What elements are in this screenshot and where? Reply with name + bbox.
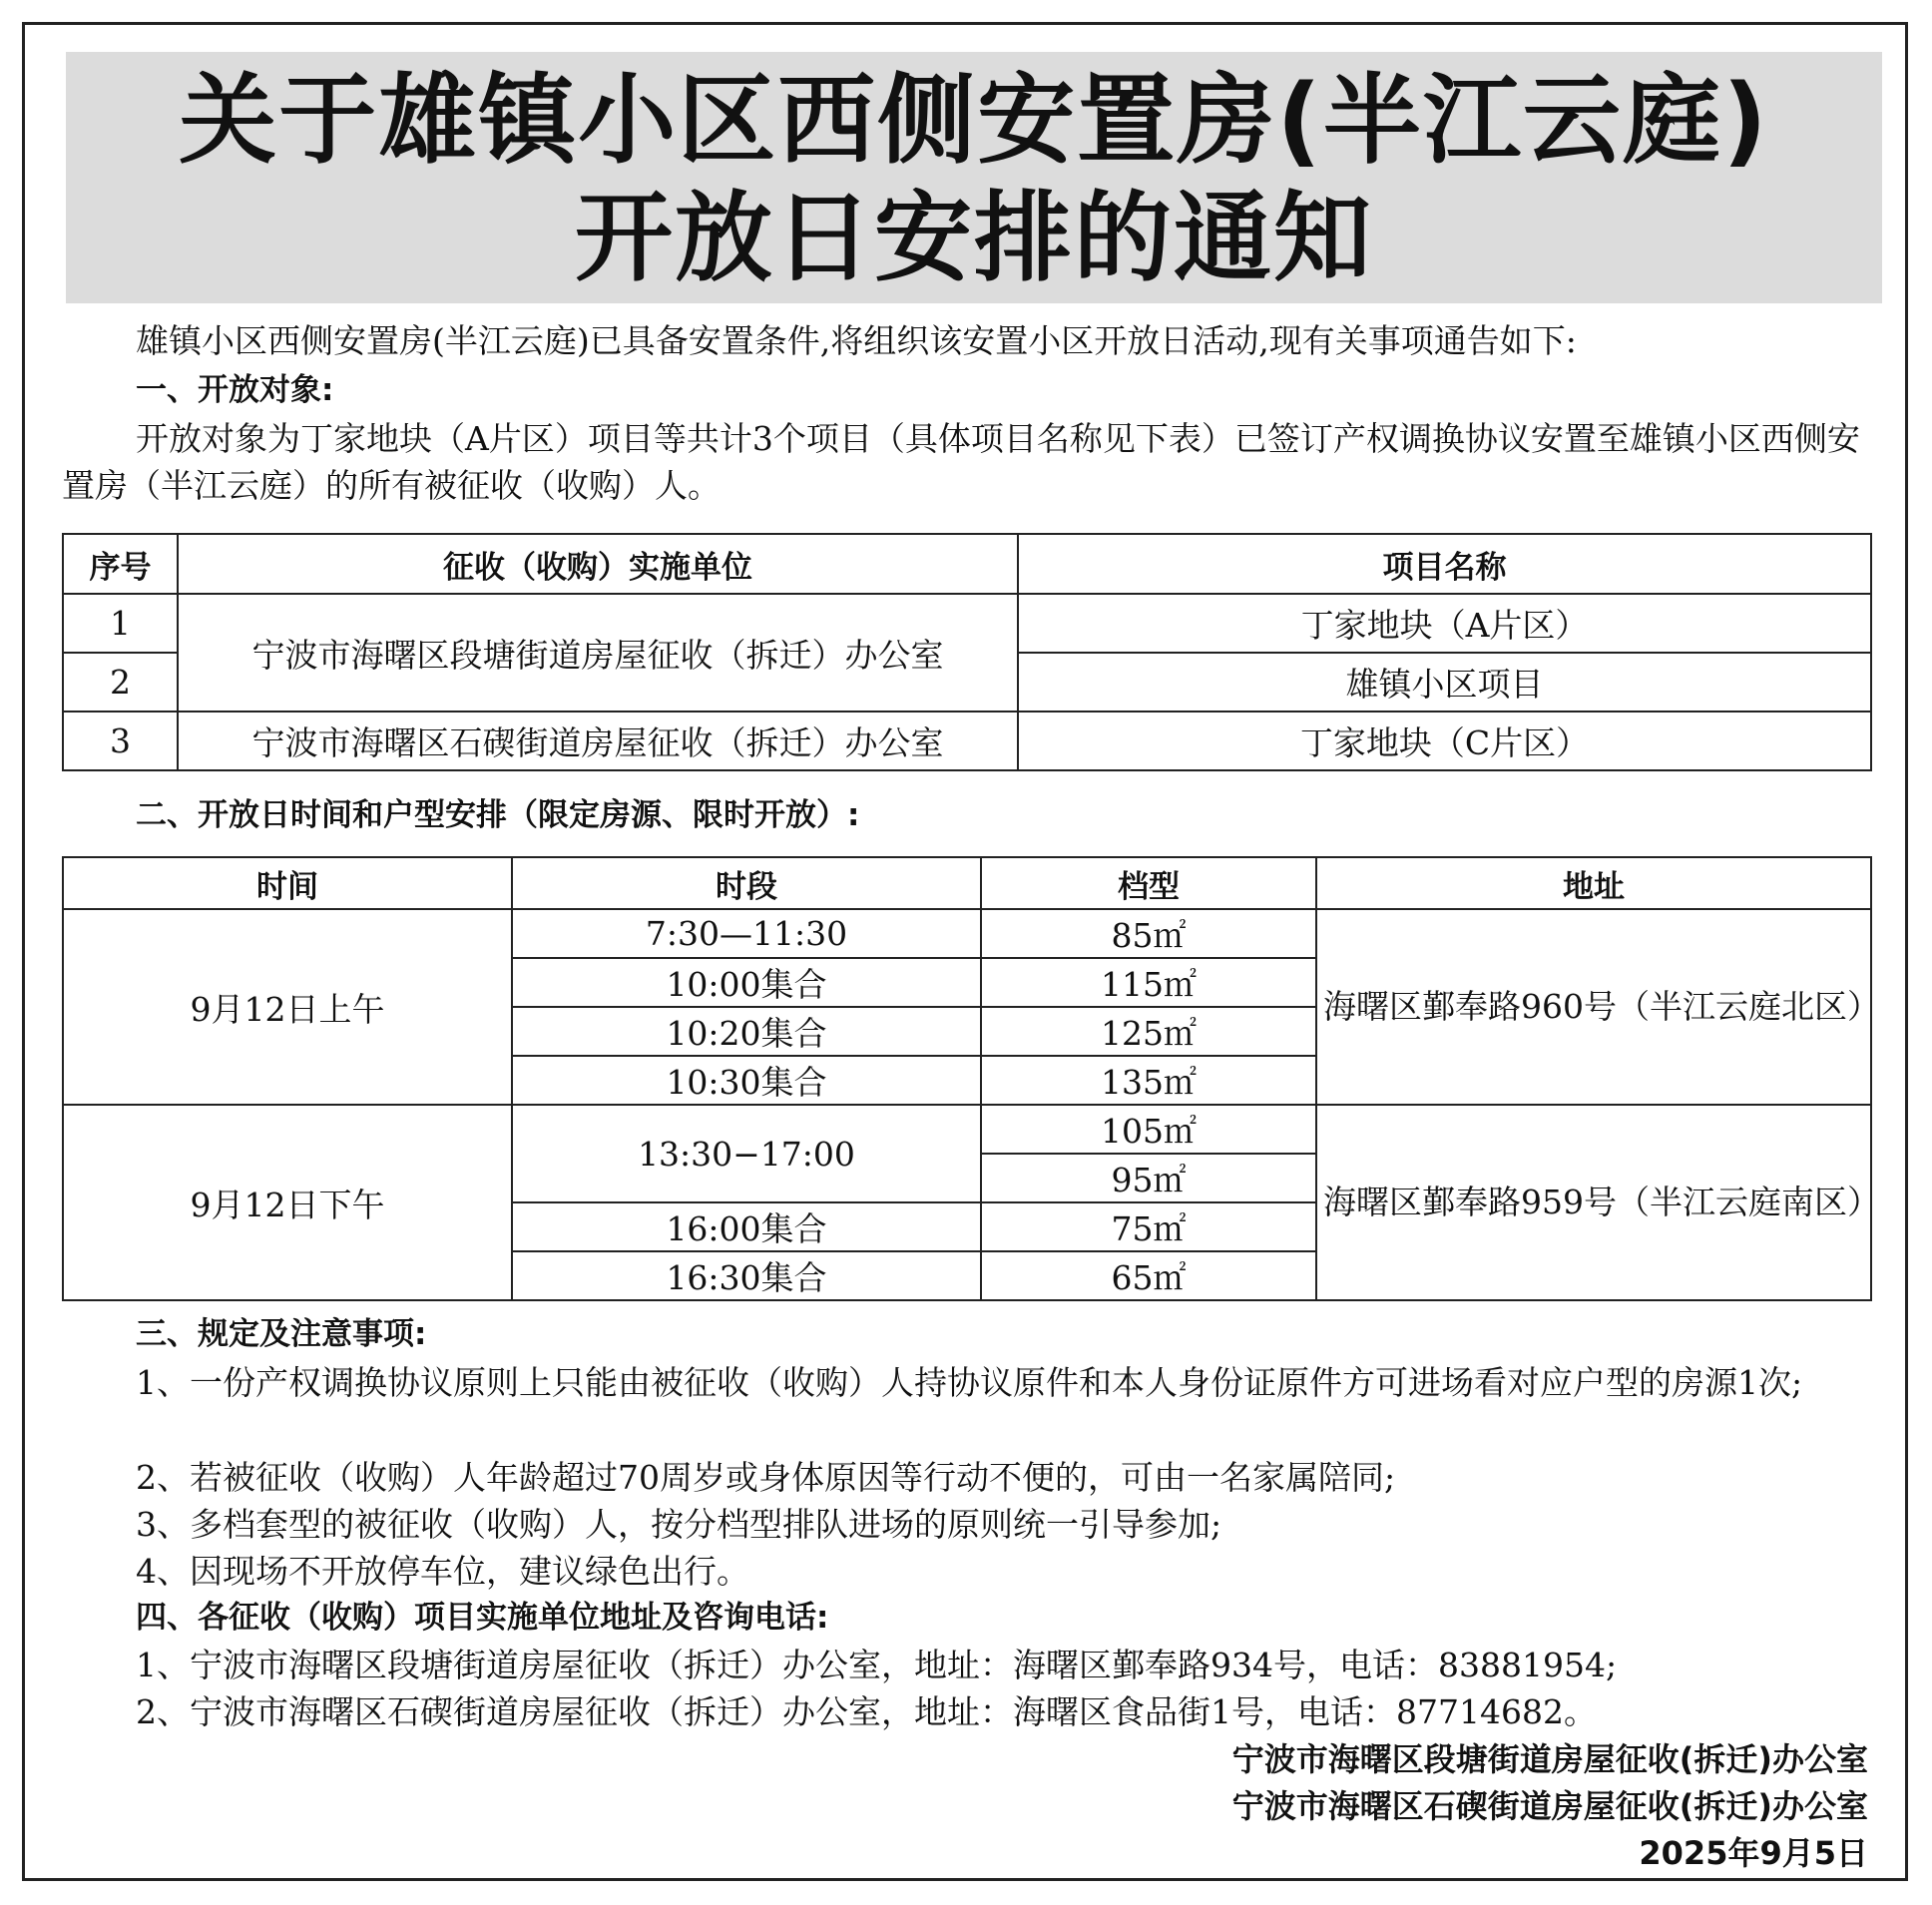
row-project: 丁家地块（A片区）: [1018, 594, 1871, 653]
row-no: 3: [63, 712, 178, 770]
section1-body: 开放对象为丁家地块（A片区）项目等共计3个项目（具体项目名称见下表）已签订产权调换协议安置至雄镇小区西侧安置房（半江云庭）的所有被征收（收购）人。: [62, 419, 1860, 505]
section3-heading: 三、规定及注意事项:: [136, 1316, 427, 1352]
afternoon-date: 9月12日下午: [63, 1105, 512, 1300]
unit-type: 115㎡: [981, 958, 1316, 1007]
section2-heading: 二、开放日时间和户型安排（限定房源、限时开放）:: [136, 797, 860, 833]
header-no: 序号: [63, 534, 178, 594]
unit-type: 85㎡: [981, 909, 1316, 958]
section4-item-1: 1、宁波市海曙区段塘街道房屋征收（拆迁）办公室，地址：海曙区鄞奉路934号，电话：83881954;: [136, 1646, 1618, 1684]
title-line-2: 开放日安排的通知: [574, 182, 1373, 295]
row-unit: 宁波市海曙区石碶街道房屋征收（拆迁）办公室: [178, 712, 1018, 770]
time-slot: 13:30−17:00: [512, 1105, 981, 1202]
signature-date: 2025年9月5日: [1639, 1834, 1868, 1872]
signature-line-2: 宁波市海曙区石碶街道房屋征收(拆迁)办公室: [1231, 1787, 1868, 1825]
table-row: [63, 1105, 1871, 1154]
time-slot: 7:30—11:30: [512, 909, 981, 958]
afternoon-address: 海曙区鄞奉路959号（半江云庭南区）: [1316, 1105, 1871, 1300]
section3-item-3: 3、多档套型的被征收（收购）人，按分档型排队进场的原则统一引导参加;: [136, 1505, 1222, 1544]
section3-item-4: 4、因现场不开放停车位，建议绿色出行。: [136, 1552, 749, 1591]
unit-type: 65㎡: [981, 1251, 1316, 1300]
section3-item-2: 2、若被征收（收购）人年龄超过70周岁或身体原因等行动不便的，可由一名家属陪同;: [136, 1458, 1396, 1497]
table-header-row: [63, 857, 1871, 909]
section1-heading: 一、开放对象:: [136, 372, 334, 408]
header-address: 地址: [1316, 857, 1871, 909]
header-time: 时间: [63, 857, 512, 909]
title-banner: [66, 52, 1882, 303]
intro-paragraph: 雄镇小区西侧安置房(半江云庭)已具备安置条件,将组织该安置小区开放日活动,现有关事项通告如下:: [136, 321, 1577, 360]
row-no: 2: [63, 653, 178, 712]
schedule-table: [62, 856, 1880, 1301]
unit-type: 105㎡: [981, 1105, 1316, 1154]
row-project: 雄镇小区项目: [1018, 653, 1871, 712]
signature-line-1: 宁波市海曙区段塘街道房屋征收(拆迁)办公室: [1231, 1740, 1868, 1778]
table-header-row: [63, 534, 1871, 594]
time-slot: 10:20集合: [512, 1007, 981, 1056]
time-slot: 16:00集合: [512, 1202, 981, 1251]
time-slot: 10:00集合: [512, 958, 981, 1007]
row-unit: 宁波市海曙区段塘街道房屋征收（拆迁）办公室: [178, 594, 1018, 712]
row-project: 丁家地块（C片区）: [1018, 712, 1871, 770]
morning-address: 海曙区鄞奉路960号（半江云庭北区）: [1316, 909, 1871, 1105]
time-slot: 16:30集合: [512, 1251, 981, 1300]
title-line-1: 关于雄镇小区西侧安置房(半江云庭): [179, 64, 1769, 178]
section4-heading: 四、各征收（收购）项目实施单位地址及咨询电话:: [136, 1600, 829, 1636]
section3-item-1: 1、一份产权调换协议原则上只能由被征收（收购）人持协议原件和本人身份证原件方可进场看对应户型的房源1次;: [136, 1363, 1803, 1402]
row-no: 1: [63, 594, 178, 653]
header-type: 档型: [981, 857, 1316, 909]
table-row: [63, 594, 1871, 653]
unit-type: 125㎡: [981, 1007, 1316, 1056]
header-unit: 征收（收购）实施单位: [178, 534, 1018, 594]
projects-table: [62, 533, 1872, 771]
morning-date: 9月12日上午: [63, 909, 512, 1105]
section4-item-2: 2、宁波市海曙区石碶街道房屋征收（拆迁）办公室，地址：海曙区食品街1号，电话：87714682。: [136, 1692, 1597, 1731]
unit-type: 75㎡: [981, 1202, 1316, 1251]
table-row: [63, 712, 1871, 770]
table-row: [63, 909, 1871, 958]
time-slot: 10:30集合: [512, 1056, 981, 1105]
header-project: 项目名称: [1018, 534, 1871, 594]
unit-type: 95㎡: [981, 1154, 1316, 1202]
header-slot: 时段: [512, 857, 981, 909]
unit-type: 135㎡: [981, 1056, 1316, 1105]
